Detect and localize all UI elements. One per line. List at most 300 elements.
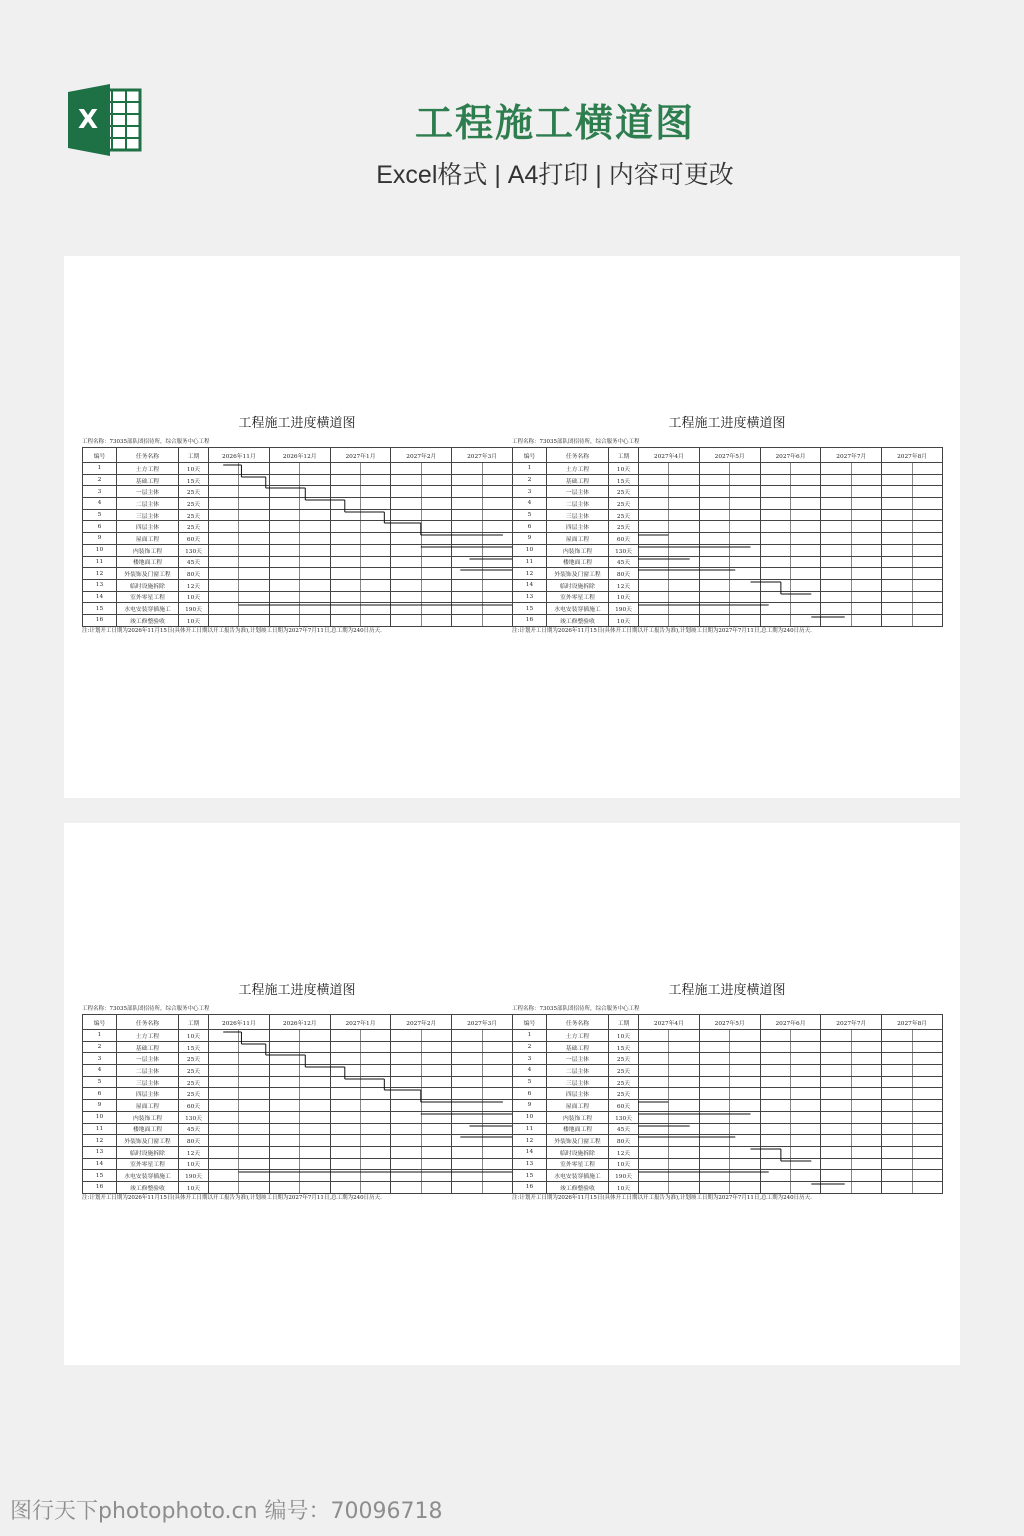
cell-no: 5: [513, 1076, 547, 1088]
timeline-cell: [482, 474, 512, 486]
timeline-cell: [209, 463, 239, 475]
timeline-cell: [639, 1088, 669, 1100]
timeline-cell: [882, 1030, 912, 1042]
timeline-cell: [300, 591, 330, 603]
timeline-cell: [452, 486, 482, 498]
cell-no: 2: [513, 1041, 547, 1053]
schedule-note: 注:计划开工日期为2026年11月15日(具体开工日期以开工报告为准),计划竣工日期为2027年7月11日,总工期为240日历天.: [512, 1194, 812, 1201]
timeline-cell: [730, 509, 760, 521]
timeline-cell: [882, 1146, 912, 1158]
timeline-cell: [300, 603, 330, 615]
cell-days: 10天: [609, 463, 639, 475]
timeline-cell: [452, 579, 482, 591]
schedule-note: 注:计划开工日期为2026年11月15日(具体开工日期以开工报告为准),计划竣工日期为2027年7月11日,总工期为240日历天.: [512, 627, 812, 634]
timeline-cell: [360, 1111, 390, 1123]
timeline-cell: [269, 556, 299, 568]
timeline-cell: [360, 579, 390, 591]
timeline-cell: [391, 1123, 421, 1135]
cell-task: 楼地面工程: [547, 556, 609, 568]
timeline-cell: [821, 521, 851, 533]
column-header: 工期: [609, 1015, 639, 1030]
timeline-cell: [269, 579, 299, 591]
timeline-cell: [882, 474, 912, 486]
timeline-cell: [730, 614, 760, 626]
cell-task: 屋面工程: [117, 533, 179, 545]
timeline-cell: [239, 533, 269, 545]
cell-days: 10天: [609, 1030, 639, 1042]
cell-no: 11: [83, 556, 117, 568]
timeline-cell: [730, 1135, 760, 1147]
cell-no: 4: [83, 1065, 117, 1077]
timeline-cell: [391, 474, 421, 486]
cell-no: 3: [83, 486, 117, 498]
timeline-cell: [330, 474, 360, 486]
cell-days: 15天: [609, 474, 639, 486]
timeline-cell: [882, 614, 912, 626]
timeline-cell: [300, 568, 330, 580]
timeline-cell: [330, 591, 360, 603]
timeline-cell: [209, 568, 239, 580]
column-header: 任务名称: [547, 1015, 609, 1030]
cell-no: 16: [83, 1181, 117, 1193]
cell-task: 一层主体: [547, 486, 609, 498]
timeline-cell: [851, 533, 881, 545]
timeline-cell: [421, 1065, 451, 1077]
timeline-cell: [699, 1065, 729, 1077]
timeline-cell: [790, 1076, 820, 1088]
table-row: [513, 509, 943, 521]
timeline-cell: [912, 1100, 942, 1112]
timeline-cell: [452, 1065, 482, 1077]
timeline-cell: [912, 568, 942, 580]
table-row: [513, 1100, 943, 1112]
cell-no: 2: [513, 474, 547, 486]
timeline-cell: [239, 509, 269, 521]
timeline-cell: [421, 486, 451, 498]
timeline-cell: [851, 1100, 881, 1112]
timeline-cell: [269, 544, 299, 556]
timeline-cell: [239, 521, 269, 533]
cell-days: 130天: [609, 1111, 639, 1123]
timeline-cell: [421, 1135, 451, 1147]
month-header: 2027年6月: [760, 448, 821, 463]
cell-no: 15: [83, 603, 117, 615]
timeline-cell: [912, 521, 942, 533]
timeline-cell: [239, 1146, 269, 1158]
timeline-cell: [360, 521, 390, 533]
timeline-cell: [790, 1041, 820, 1053]
timeline-cell: [209, 591, 239, 603]
cell-days: 25天: [609, 498, 639, 510]
column-header: 任务名称: [547, 448, 609, 463]
timeline-cell: [482, 568, 512, 580]
timeline-cell: [760, 533, 790, 545]
cell-no: 12: [513, 568, 547, 580]
timeline-cell: [360, 1030, 390, 1042]
table-row: [513, 556, 943, 568]
timeline-cell: [300, 1065, 330, 1077]
cell-task: 基础工程: [117, 1041, 179, 1053]
cell-no: 3: [513, 486, 547, 498]
cell-days: 45天: [609, 556, 639, 568]
timeline-cell: [699, 1146, 729, 1158]
timeline-cell: [360, 463, 390, 475]
timeline-cell: [882, 1158, 912, 1170]
table-row: [513, 1041, 943, 1053]
timeline-cell: [269, 1111, 299, 1123]
timeline-cell: [391, 556, 421, 568]
timeline-cell: [269, 521, 299, 533]
timeline-cell: [699, 474, 729, 486]
timeline-cell: [760, 1123, 790, 1135]
timeline-cell: [882, 1065, 912, 1077]
timeline-cell: [300, 1088, 330, 1100]
table-row: [83, 1076, 513, 1088]
cell-task: 水电安装穿插施工: [117, 603, 179, 615]
timeline-cell: [699, 1030, 729, 1042]
timeline-cell: [482, 591, 512, 603]
timeline-cell: [300, 1135, 330, 1147]
timeline-cell: [639, 1135, 669, 1147]
gantt-sheet-right: [512, 983, 942, 1203]
timeline-cell: [821, 1135, 851, 1147]
timeline-cell: [360, 1076, 390, 1088]
table-row: [513, 1135, 943, 1147]
timeline-cell: [639, 1111, 669, 1123]
timeline-cell: [730, 1146, 760, 1158]
timeline-cell: [760, 1111, 790, 1123]
timeline-cell: [760, 1088, 790, 1100]
timeline-cell: [821, 1146, 851, 1158]
timeline-cell: [851, 509, 881, 521]
timeline-cell: [209, 1041, 239, 1053]
timeline-cell: [452, 556, 482, 568]
timeline-cell: [639, 521, 669, 533]
timeline-cell: [790, 1053, 820, 1065]
timeline-cell: [300, 579, 330, 591]
timeline-cell: [239, 1065, 269, 1077]
table-row: [83, 1181, 513, 1193]
timeline-cell: [699, 1111, 729, 1123]
timeline-cell: [851, 579, 881, 591]
timeline-cell: [669, 1088, 699, 1100]
timeline-cell: [699, 1158, 729, 1170]
cell-no: 1: [513, 1030, 547, 1042]
timeline-cell: [699, 1053, 729, 1065]
timeline-cell: [912, 591, 942, 603]
cell-days: 130天: [179, 1111, 209, 1123]
page-title: 工程施工横道图: [414, 101, 695, 145]
cell-task: 二层主体: [547, 498, 609, 510]
timeline-cell: [391, 603, 421, 615]
timeline-cell: [851, 498, 881, 510]
cell-no: 5: [83, 1076, 117, 1088]
timeline-cell: [882, 1100, 912, 1112]
timeline-cell: [391, 533, 421, 545]
gantt-chart-area: [512, 447, 942, 627]
timeline-cell: [482, 1158, 512, 1170]
timeline-cell: [330, 486, 360, 498]
timeline-cell: [912, 1076, 942, 1088]
timeline-cell: [209, 1158, 239, 1170]
timeline-cell: [330, 1076, 360, 1088]
timeline-cell: [330, 614, 360, 626]
timeline-cell: [790, 568, 820, 580]
cell-no: 10: [513, 1111, 547, 1123]
timeline-cell: [821, 603, 851, 615]
timeline-cell: [209, 1030, 239, 1042]
timeline-cell: [760, 1170, 790, 1182]
timeline-cell: [760, 568, 790, 580]
table-row: [83, 1146, 513, 1158]
table-row: [83, 603, 513, 615]
timeline-cell: [912, 486, 942, 498]
cell-no: 4: [513, 498, 547, 510]
timeline-cell: [421, 579, 451, 591]
timeline-cell: [209, 509, 239, 521]
timeline-cell: [669, 1100, 699, 1112]
timeline-cell: [882, 486, 912, 498]
timeline-cell: [639, 533, 669, 545]
gantt-sheet-left: [82, 983, 512, 1203]
timeline-cell: [699, 579, 729, 591]
timeline-cell: [482, 463, 512, 475]
timeline-cell: [209, 1170, 239, 1182]
timeline-cell: [239, 1170, 269, 1182]
timeline-cell: [360, 486, 390, 498]
timeline-cell: [482, 1181, 512, 1193]
timeline-cell: [882, 1076, 912, 1088]
column-header: 编号: [513, 1015, 547, 1030]
cell-task: 三层主体: [547, 509, 609, 521]
cell-days: 12天: [609, 579, 639, 591]
timeline-cell: [209, 603, 239, 615]
cell-task: 临时设施拆除: [117, 1146, 179, 1158]
timeline-cell: [360, 544, 390, 556]
cell-task: 竣工修整验收: [117, 614, 179, 626]
timeline-cell: [421, 591, 451, 603]
timeline-cell: [421, 1100, 451, 1112]
timeline-cell: [330, 1111, 360, 1123]
timeline-cell: [882, 1111, 912, 1123]
timeline-cell: [330, 1030, 360, 1042]
timeline-cell: [360, 1053, 390, 1065]
timeline-cell: [269, 1053, 299, 1065]
timeline-cell: [730, 568, 760, 580]
timeline-cell: [239, 1053, 269, 1065]
timeline-cell: [300, 1181, 330, 1193]
timeline-cell: [669, 463, 699, 475]
timeline-cell: [760, 1065, 790, 1077]
cell-no: 2: [83, 1041, 117, 1053]
cell-days: 25天: [179, 1076, 209, 1088]
timeline-cell: [669, 1053, 699, 1065]
timeline-cell: [730, 463, 760, 475]
timeline-cell: [360, 1123, 390, 1135]
timeline-cell: [391, 1158, 421, 1170]
sheet-title: 工程施工进度横道图: [238, 983, 356, 998]
cell-task: 外装饰及门窗工程: [547, 1135, 609, 1147]
timeline-cell: [391, 1111, 421, 1123]
cell-days: 80天: [179, 1135, 209, 1147]
cell-task: 屋面工程: [547, 533, 609, 545]
timeline-cell: [760, 509, 790, 521]
table-row: [513, 1053, 943, 1065]
timeline-cell: [912, 474, 942, 486]
timeline-cell: [699, 614, 729, 626]
timeline-cell: [760, 1053, 790, 1065]
timeline-cell: [330, 1170, 360, 1182]
timeline-cell: [760, 1100, 790, 1112]
timeline-cell: [360, 568, 390, 580]
timeline-cell: [391, 1100, 421, 1112]
table-header-row: [513, 448, 943, 463]
cell-task: 三层主体: [547, 1076, 609, 1088]
cell-days: 10天: [609, 1181, 639, 1193]
cell-days: 25天: [179, 486, 209, 498]
cell-no: 9: [83, 533, 117, 545]
timeline-cell: [391, 1053, 421, 1065]
cell-task: 室外零星工程: [547, 1158, 609, 1170]
timeline-cell: [790, 1030, 820, 1042]
timeline-cell: [330, 603, 360, 615]
timeline-cell: [452, 1146, 482, 1158]
timeline-cell: [851, 568, 881, 580]
table-row: [513, 1158, 943, 1170]
timeline-cell: [269, 591, 299, 603]
timeline-cell: [269, 1065, 299, 1077]
cell-days: 80天: [609, 1135, 639, 1147]
timeline-cell: [300, 498, 330, 510]
timeline-cell: [421, 474, 451, 486]
timeline-cell: [730, 533, 760, 545]
timeline-cell: [790, 474, 820, 486]
cell-no: 15: [513, 1170, 547, 1182]
timeline-cell: [452, 614, 482, 626]
timeline-cell: [851, 1030, 881, 1042]
timeline-cell: [391, 591, 421, 603]
table-row: [83, 463, 513, 475]
timeline-cell: [760, 556, 790, 568]
gantt-table: [512, 447, 943, 627]
cell-task: 外装饰及门窗工程: [547, 568, 609, 580]
cell-task: 二层主体: [117, 498, 179, 510]
timeline-cell: [882, 1135, 912, 1147]
cell-no: 15: [83, 1170, 117, 1182]
month-header: 2027年4月: [639, 1015, 700, 1030]
table-row: [513, 1076, 943, 1088]
table-row: [513, 463, 943, 475]
timeline-cell: [360, 556, 390, 568]
timeline-cell: [669, 474, 699, 486]
timeline-cell: [330, 521, 360, 533]
table-row: [83, 614, 513, 626]
timeline-cell: [669, 1135, 699, 1147]
timeline-cell: [300, 486, 330, 498]
timeline-cell: [239, 579, 269, 591]
table-row: [83, 521, 513, 533]
timeline-cell: [360, 1100, 390, 1112]
timeline-cell: [882, 498, 912, 510]
cell-no: 9: [513, 533, 547, 545]
timeline-cell: [669, 498, 699, 510]
timeline-cell: [639, 1076, 669, 1088]
table-row: [513, 533, 943, 545]
timeline-cell: [730, 591, 760, 603]
timeline-cell: [300, 1041, 330, 1053]
timeline-cell: [330, 568, 360, 580]
timeline-cell: [821, 463, 851, 475]
timeline-cell: [391, 498, 421, 510]
table-header-row: [513, 1015, 943, 1030]
timeline-cell: [300, 1158, 330, 1170]
table-row: [83, 1170, 513, 1182]
timeline-cell: [239, 1135, 269, 1147]
timeline-cell: [482, 1123, 512, 1135]
timeline-cell: [790, 1111, 820, 1123]
month-header: 2027年2月: [391, 1015, 452, 1030]
timeline-cell: [669, 1158, 699, 1170]
cell-days: 25天: [179, 521, 209, 533]
timeline-cell: [452, 509, 482, 521]
timeline-cell: [269, 1181, 299, 1193]
timeline-cell: [851, 1123, 881, 1135]
month-header: 2026年11月: [209, 1015, 270, 1030]
project-name: 工程名称：73035部队团招待所，综合服务中心工程: [512, 439, 640, 445]
timeline-cell: [821, 533, 851, 545]
month-header: 2027年8月: [882, 448, 943, 463]
timeline-cell: [421, 1041, 451, 1053]
cell-task: 四层主体: [117, 521, 179, 533]
timeline-cell: [421, 1053, 451, 1065]
cell-task: 外装饰及门窗工程: [117, 568, 179, 580]
timeline-cell: [821, 1053, 851, 1065]
timeline-cell: [421, 1170, 451, 1182]
cell-task: 竣工修整验收: [117, 1181, 179, 1193]
timeline-cell: [912, 498, 942, 510]
cell-no: 10: [513, 544, 547, 556]
timeline-cell: [209, 1053, 239, 1065]
timeline-cell: [912, 1158, 942, 1170]
cell-days: 15天: [179, 474, 209, 486]
timeline-cell: [790, 614, 820, 626]
timeline-cell: [669, 1170, 699, 1182]
timeline-cell: [730, 1076, 760, 1088]
timeline-cell: [421, 1076, 451, 1088]
timeline-cell: [421, 614, 451, 626]
timeline-cell: [482, 1170, 512, 1182]
timeline-cell: [239, 614, 269, 626]
timeline-cell: [760, 1041, 790, 1053]
timeline-cell: [452, 544, 482, 556]
timeline-cell: [790, 509, 820, 521]
cell-task: 楼地面工程: [117, 556, 179, 568]
cell-task: 水电安装穿插施工: [117, 1170, 179, 1182]
timeline-cell: [300, 1053, 330, 1065]
table-row: [513, 1123, 943, 1135]
timeline-cell: [269, 568, 299, 580]
timeline-cell: [209, 544, 239, 556]
timeline-cell: [760, 579, 790, 591]
timeline-cell: [452, 474, 482, 486]
timeline-cell: [269, 1100, 299, 1112]
column-header: 工期: [179, 448, 209, 463]
timeline-cell: [639, 1041, 669, 1053]
timeline-cell: [730, 603, 760, 615]
timeline-cell: [209, 556, 239, 568]
schedule-note: 注:计划开工日期为2026年11月15日(具体开工日期以开工报告为准),计划竣工日期为2027年7月11日,总工期为240日历天.: [82, 1194, 382, 1201]
month-header: 2027年5月: [699, 448, 760, 463]
